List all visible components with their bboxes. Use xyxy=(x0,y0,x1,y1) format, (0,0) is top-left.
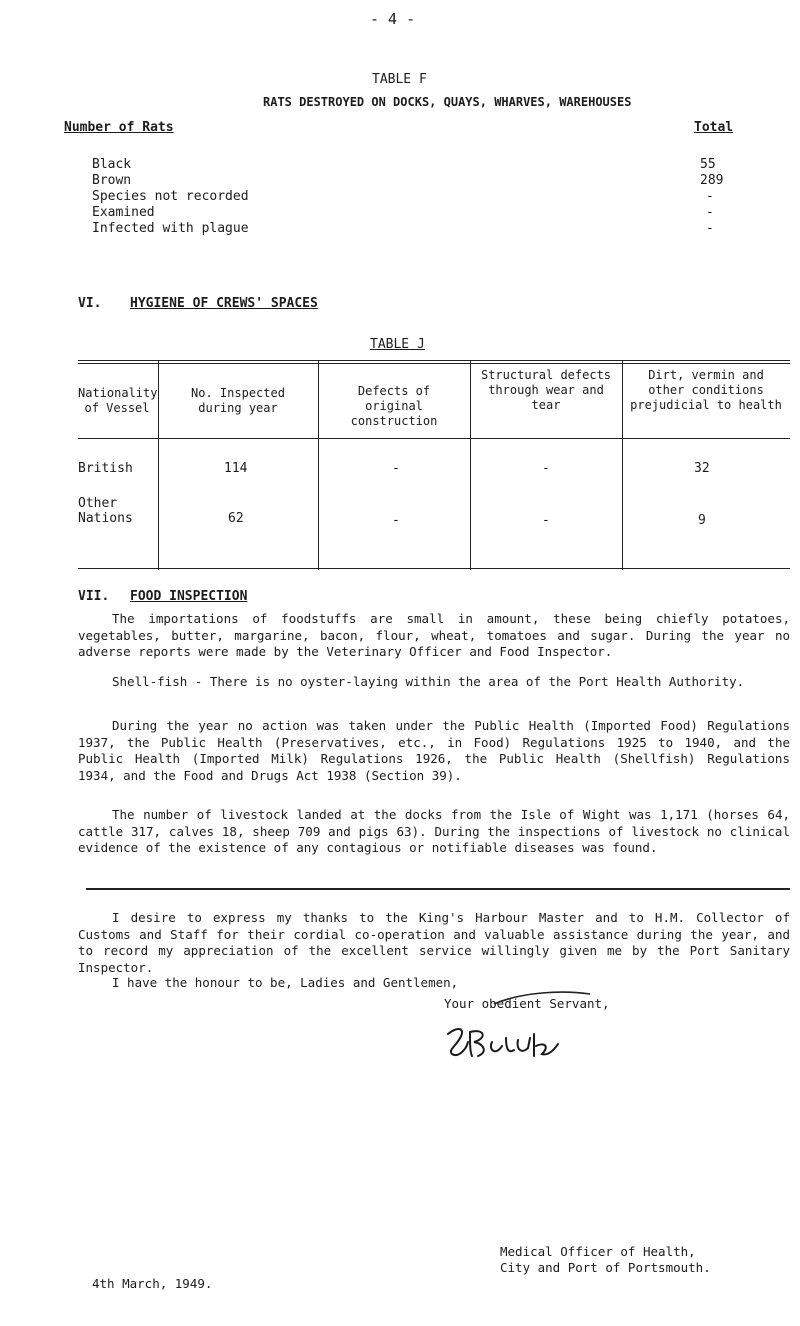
table-j xyxy=(78,360,790,570)
table-header-inspected: No. Inspected during year xyxy=(191,386,285,415)
rats-row-value: - xyxy=(706,189,714,204)
report-date: 4th March, 1949. xyxy=(92,1276,213,1291)
table-cell-inspected: 114 xyxy=(224,461,248,476)
table-cell-inspected: 62 xyxy=(228,511,244,526)
table-cell-original: - xyxy=(392,461,400,476)
section-vi-title: HYGIENE OF CREWS' SPACES xyxy=(130,296,318,311)
closing-valediction: Your obedient Servant, xyxy=(444,996,610,1011)
table-rule xyxy=(78,363,790,364)
rats-row-label: Infected with plague xyxy=(92,221,249,236)
rats-row-label: Black xyxy=(92,157,132,172)
table-header-nationality: Nationality of Vessel xyxy=(78,386,158,415)
table-column-divider xyxy=(158,360,159,570)
table-column-divider xyxy=(318,360,319,570)
rats-total-label: Total xyxy=(694,120,734,135)
page-number: - 4 - xyxy=(370,10,416,28)
table-j-title: TABLE J xyxy=(370,337,425,352)
section-vi-number: VI. xyxy=(78,296,102,311)
table-column-divider xyxy=(622,360,623,570)
rats-row-value: - xyxy=(706,205,714,220)
paragraph-text: Shell-fish - There is no oyster-laying within the area of the Port Health Authority. xyxy=(112,674,745,689)
table-header-dirt: Dirt, vermin and other conditions prejudicial to health xyxy=(630,368,782,412)
table-cell-structural: - xyxy=(542,461,550,476)
paragraph-text: I desire to express my thanks to the King's Harbour Master and to H.M. Collector of Customs and Staff for their cordial co-operation and valuable assistance during the year, and to record my appreciation of the excellent service willingly given me by the Port Sanitary Inspector. xyxy=(78,910,790,975)
section-vii-title: FOOD INSPECTION xyxy=(130,589,248,604)
table-cell-dirt: 32 xyxy=(694,461,710,476)
table-rule xyxy=(78,568,790,569)
table-header-structural: Structural defects through wear and tear xyxy=(480,368,612,412)
rats-row-value: 55 xyxy=(700,157,716,172)
paragraph-text: During the year no action was taken under the Public Health (Imported Food) Regulations 1937, the Public Health (Preservatives, etc., in Food) Regulations 1925 to 1940, and the Public Health (Imported Milk) Regulations 1926, the Public Health (Shellfish) Regulations 1934, and the Food and Drugs Act 1938 (Section 39). xyxy=(78,718,790,783)
table-cell-nationality: Other Nations xyxy=(78,496,133,526)
section-vii-number: VII. xyxy=(78,589,110,604)
regulations-paragraph xyxy=(78,718,790,784)
table-column-divider xyxy=(470,360,471,570)
closing-honour: I have the honour to be, Ladies and Gentlemen, xyxy=(112,975,459,990)
rats-row-label: Species not recorded xyxy=(92,189,249,204)
rats-row-label: Brown xyxy=(92,173,132,188)
table-rule xyxy=(78,438,790,439)
rats-row-value: 289 xyxy=(700,173,724,188)
shellfish-paragraph xyxy=(78,674,790,691)
livestock-paragraph xyxy=(78,807,790,857)
table-header-original: Defects of original construction xyxy=(350,384,438,428)
table-cell-original: - xyxy=(392,513,400,528)
table-f-subtitle: RATS DESTROYED ON DOCKS, QUAYS, WHARVES, WAREHOUSES xyxy=(263,95,632,109)
section-divider xyxy=(86,888,790,890)
table-f-title: TABLE F xyxy=(372,72,427,87)
signature-flourish xyxy=(492,990,592,1008)
table-cell-structural: - xyxy=(542,513,550,528)
paragraph-text: The importations of foodstuffs are small in amount, these being chiefly potatoes, vegetables, butter, margarine, bacon, flour, wheat, tomatoes and sugar. During the year no adverse reports were made by the Veterinary Officer and Food Inspector. xyxy=(78,611,790,659)
rats-column-label: Number of Rats xyxy=(64,120,174,135)
rats-row-label: Examined xyxy=(92,205,155,220)
food-paragraph xyxy=(78,611,790,661)
signer-title: City and Port of Portsmouth. xyxy=(500,1260,711,1275)
signer-title: Medical Officer of Health, xyxy=(500,1244,696,1259)
table-rule xyxy=(78,360,790,361)
signature xyxy=(444,1020,564,1066)
table-cell-dirt: 9 xyxy=(698,513,706,528)
paragraph-text: The number of livestock landed at the docks from the Isle of Wight was 1,171 (horses 64, cattle 317, calves 18, sheep 709 and pigs 63). During the inspections of livestock no clinical evidence of the existence of any contagious or notifiable diseases was found. xyxy=(78,807,790,855)
thanks-paragraph xyxy=(78,910,790,976)
rats-row-value: - xyxy=(706,221,714,236)
table-cell-nationality: British xyxy=(78,461,133,476)
